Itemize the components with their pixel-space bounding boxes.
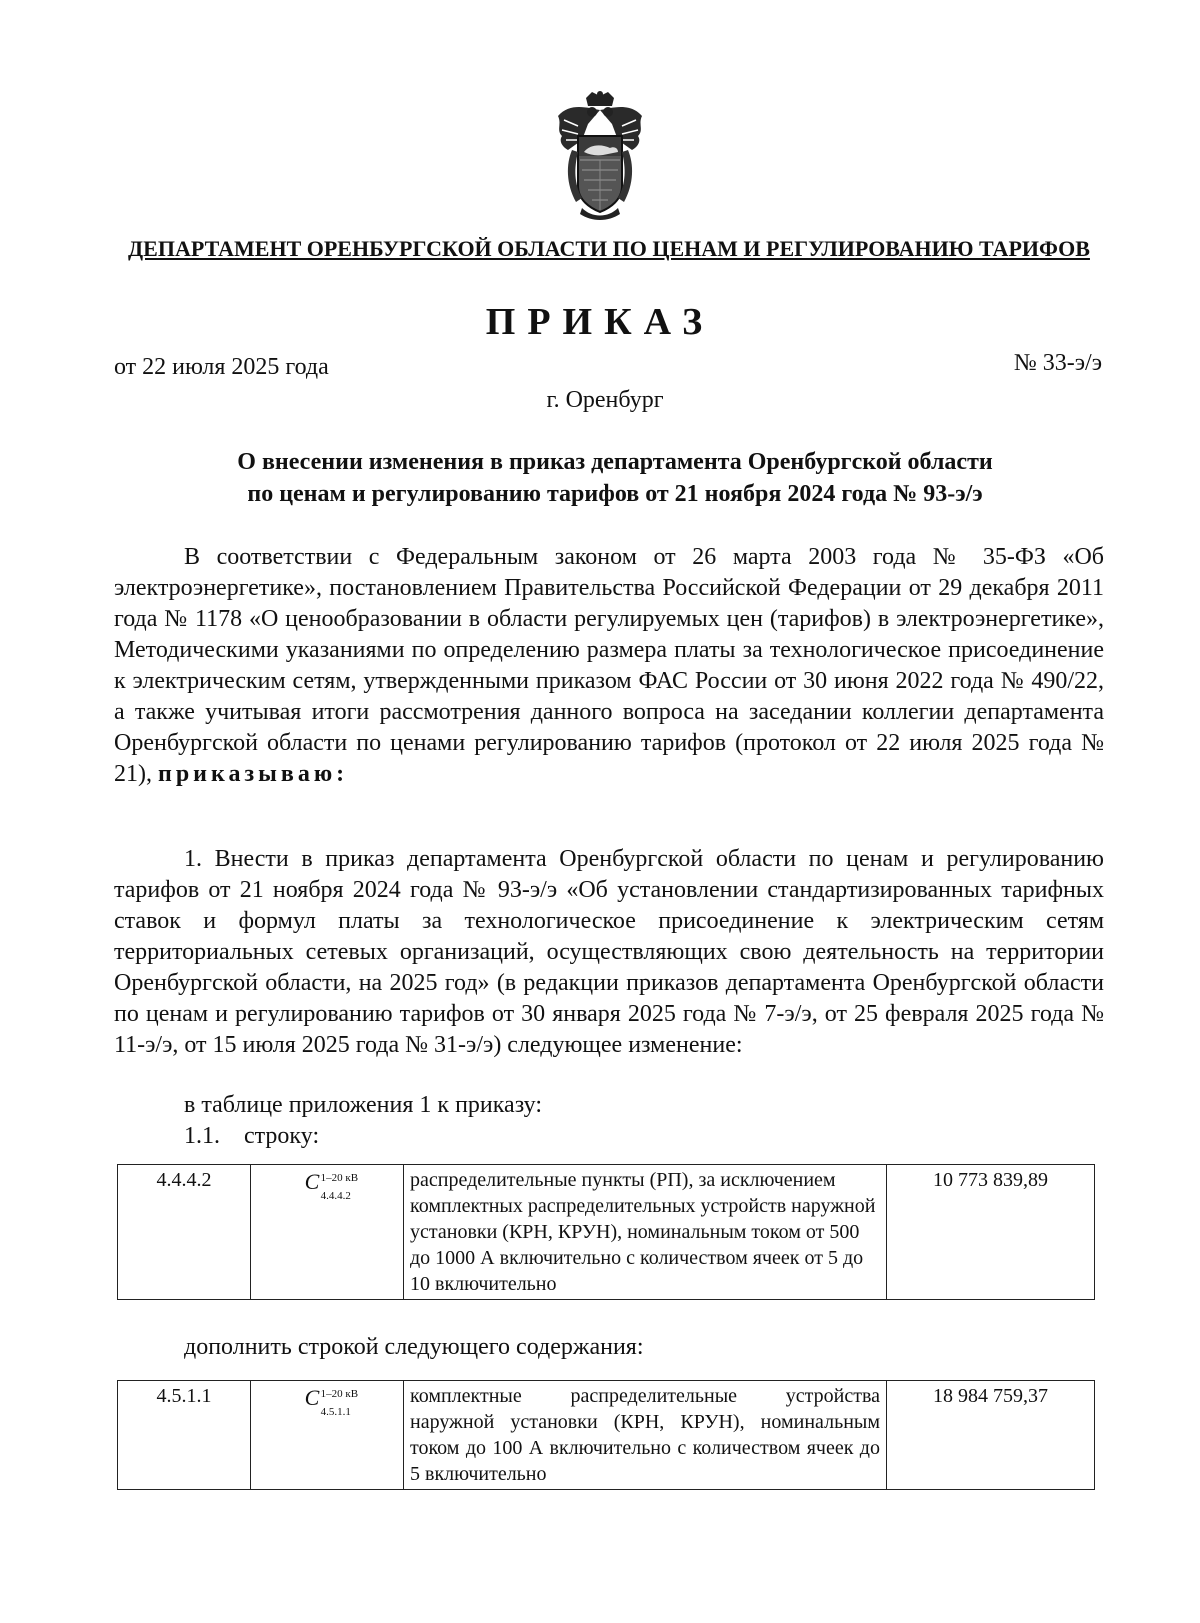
row-description: распределительные пункты (РП), за исключением комплектных распределительных устройств наружной установки (КРН, КРУН), номинальным током от 500 до 1000 А включительно с количеством ячеек от 5 до 10 включительно [404,1165,887,1300]
order-subject [120,446,1110,510]
document-type-title: ПРИКАЗ [485,301,715,343]
coat-of-arms-icon [548,90,652,222]
preamble-text: В соответствии с Федеральным законом от 26 марта 2003 года № 35-ФЗ «Об электроэнергетике», постановлением Правительства Российской Федерации от 29 декабря 2011 года № 1178 «О ценообразовании в области регулируемых цен (тарифов) в электроэнергетике», Методическими указаниями по определению размера платы за технологическое присоединение к электрическим сетям, утвержденными приказом ФАС России от 30 июня 2022 года № 490/22, а также учитывая итоги рассмотрения данного вопроса на заседании коллегии департамента Оренбургской области по ценами регулированию тарифов (протокол от 22 июля 2025 года № 21), [114,544,1104,787]
order-number: № 33-э/э [1013,350,1102,376]
row-value: 18 984 759,37 [887,1381,1095,1490]
formula-subscript: 4.5.1.1 [320,1406,351,1418]
formula-symbol: C 1–20 кВ 4.4.4.2 [305,1169,350,1195]
department-heading: ДЕПАРТАМЕНТ ОРЕНБУРГСКОЙ ОБЛАСТИ ПО ЦЕНАМ И РЕГУЛИРОВАНИЮ ТАРИФОВ [128,236,1090,261]
preamble-paragraph [114,542,1104,790]
row-description: комплектные распределительные устройства наружной установки (КРН, КРУН), номинальным током до 100 А включительно с количеством ячеек до 5 включительно [404,1381,887,1490]
row-code: 4.4.4.2 [118,1165,251,1300]
tariff-table-existing-row [117,1164,1095,1300]
row-value: 10 773 839,89 [887,1165,1095,1300]
row-formula [251,1165,404,1300]
clause-1-paragraph: 1. Внести в приказ департамента Оренбургской области по ценам и регулированию тарифов от 21 ноября 2024 года № 93-э/э «Об установлении стандартизированных тарифных ставок и формул платы за технологическое присоединение к электрическим сетям территориальных сетевых организаций, осуществляющих свою деятельность на территории Оренбургской области, на 2025 год» (в редакции приказов департамента Оренбургской области по ценам и регулированию тарифов от 30 января 2025 года № 7-э/э, от 25 февраля 2025 года № 11-э/э, от 15 июля 2025 года № 31-э/э) следующее изменение: [114,846,1104,1058]
subject-line-1: О внесении изменения в приказ департамента Оренбургской области [237,449,993,475]
row-code: 4.5.1.1 [118,1381,251,1490]
table-reference-line: в таблице приложения 1 к приказу: [184,1092,543,1118]
formula-superscript: 1–20 кВ [320,1172,359,1184]
order-directive: приказываю: [158,761,349,787]
city-line: г. Оренбург [546,387,664,413]
item-line [184,1121,319,1152]
row-formula [251,1381,404,1490]
tariff-table-new-row [117,1380,1095,1490]
item-text: строку: [244,1123,320,1149]
formula-superscript: 1–20 кВ [320,1388,359,1400]
table-row [118,1165,1095,1300]
formula-symbol: C 1–20 кВ 4.5.1.1 [305,1385,350,1411]
subject-line-2: по ценам и регулированию тарифов от 21 ноября 2024 года № 93-э/э [247,481,983,507]
table-row [118,1381,1095,1490]
add-row-line: дополнить строкой следующего содержания: [184,1334,644,1360]
order-date: от 22 июля 2025 года [114,354,329,380]
formula-subscript: 4.4.4.2 [320,1190,351,1202]
item-number: 1.1. [184,1123,220,1149]
